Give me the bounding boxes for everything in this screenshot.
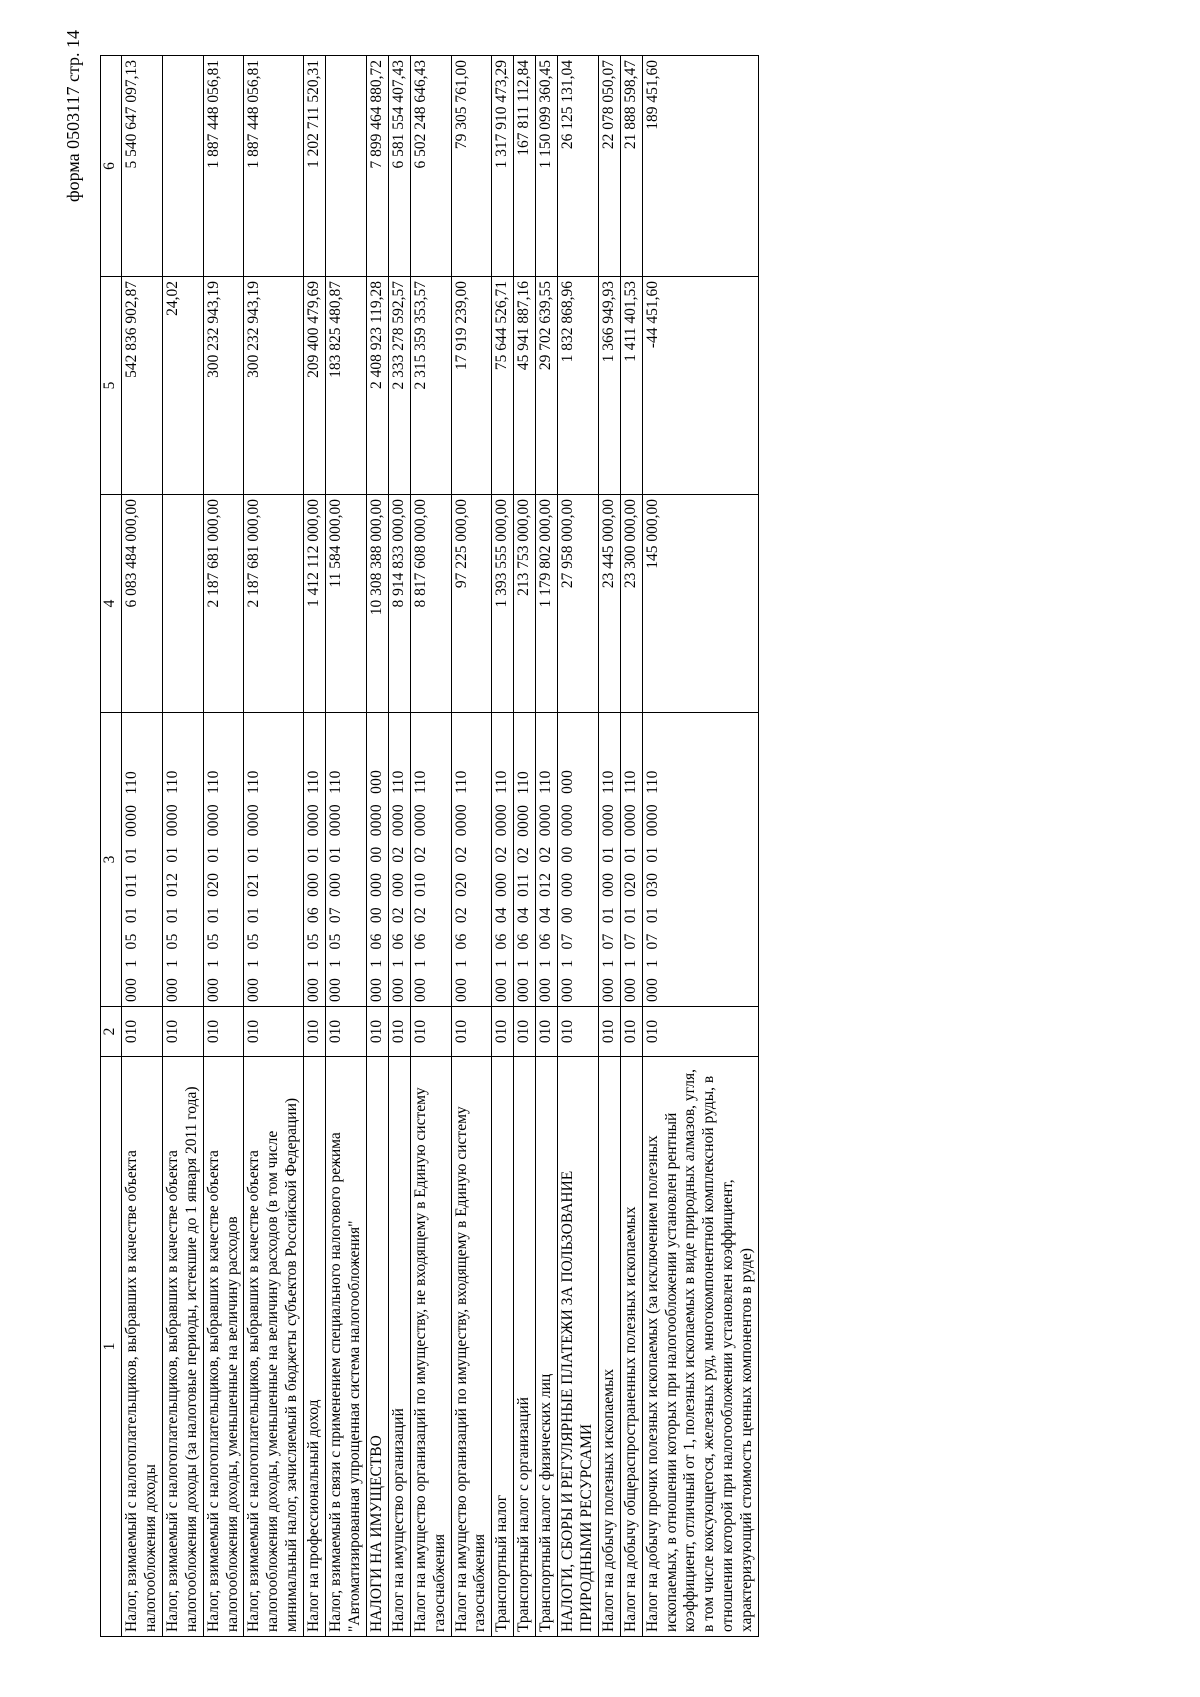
column-header: 1 <box>101 1057 122 1637</box>
row-executed-cell: 1 411 401,53 <box>620 277 642 495</box>
row-approved-cell: 8 817 608 000,00 <box>410 495 451 713</box>
row-name-cell: Налог, взимаемый с налогоплательщиков, выбравших в качестве объекта налогообложения доходы, уменьшенные на величину расходов (в том числе минимальный налог, зачисляемый в бюджеты субъектов Российской Федерации) <box>244 1057 304 1637</box>
row-income-code-cell: 000 1 05 01 020 01 0000 110 <box>203 713 244 1007</box>
row-unexecuted-cell: 7 899 464 880,72 <box>366 56 388 277</box>
row-unexecuted-cell: 1 150 099 360,45 <box>536 56 558 277</box>
row-name-cell: Транспортный налог <box>492 1057 514 1637</box>
row-unexecuted-cell: 1 317 910 473,29 <box>492 56 514 277</box>
column-header: 3 <box>101 713 122 1007</box>
row-line-code-cell: 010 <box>162 1007 203 1057</box>
row-name-cell: Налог, взимаемый в связи с применением специального налогового режима "Автоматизированная упрощенная система налогообложения" <box>326 1057 367 1637</box>
row-name-cell: Налог, взимаемый с налогоплательщиков, выбравших в качестве объекта налогообложения доходы <box>122 1057 163 1637</box>
column-header: 6 <box>101 56 122 277</box>
row-approved-cell <box>162 495 203 713</box>
row-line-code-cell: 010 <box>514 1007 536 1057</box>
row-name-cell: Налог на добычу общераспространенных полезных ископаемых <box>620 1057 642 1637</box>
table-header <box>101 56 122 1637</box>
row-approved-cell: 1 393 555 000,00 <box>492 495 514 713</box>
row-line-code-cell: 010 <box>388 1007 410 1057</box>
row-income-code-cell: 000 1 06 00 000 00 0000 000 <box>366 713 388 1007</box>
form-label: форма 0503117 стр. 14 <box>63 29 83 202</box>
table-row <box>304 56 326 1637</box>
row-line-code-cell: 010 <box>366 1007 388 1057</box>
table-row <box>326 56 367 1637</box>
row-approved-cell: 1 412 112 000,00 <box>304 495 326 713</box>
row-name-cell: Налог на добычу прочих полезных ископаемых (за исключением полезных ископаемых, в отношении которых при налогообложении установлен рентный коэффициент, отличный от 1, полезных ископаемых в виде природных алмазов, угля, в том числе коксующегося, железных руд, многокомпонентной комплексной руды, в отношении которой при налогообложении установлен коэффициент, характеризующий стоимость ценных компонентов в руде) <box>642 1057 758 1637</box>
row-executed-cell: 1 832 868,96 <box>558 277 599 495</box>
row-executed-cell: 24,02 <box>162 277 203 495</box>
row-income-code-cell: 000 1 06 02 020 02 0000 110 <box>451 713 492 1007</box>
row-name-cell: Налог на имущество организаций по имуществу, не входящему в Единую систему газоснабжения <box>410 1057 451 1637</box>
row-line-code-cell: 010 <box>451 1007 492 1057</box>
row-approved-cell: 27 958 000,00 <box>558 495 599 713</box>
row-executed-cell: 2 408 923 119,28 <box>366 277 388 495</box>
column-header: 4 <box>101 495 122 713</box>
row-executed-cell: 542 836 902,87 <box>122 277 163 495</box>
row-line-code-cell: 010 <box>492 1007 514 1057</box>
row-executed-cell: 29 702 639,55 <box>536 277 558 495</box>
row-name-cell: Налог, взимаемый с налогоплательщиков, выбравших в качестве объекта налогообложения доходы, уменьшенные на величину расходов <box>203 1057 244 1637</box>
row-unexecuted-cell <box>162 56 203 277</box>
row-executed-cell: 75 644 526,71 <box>492 277 514 495</box>
row-approved-cell: 10 308 388 000,00 <box>366 495 388 713</box>
row-line-code-cell: 010 <box>326 1007 367 1057</box>
row-name-cell: Налог на имущество организаций по имуществу, входящему в Единую систему газоснабжения <box>451 1057 492 1637</box>
row-executed-cell: 2 315 359 353,57 <box>410 277 451 495</box>
row-unexecuted-cell <box>326 56 367 277</box>
row-executed-cell: -44 451,60 <box>642 277 758 495</box>
row-approved-cell: 8 914 833 000,00 <box>388 495 410 713</box>
row-unexecuted-cell: 21 888 598,47 <box>620 56 642 277</box>
row-executed-cell: 209 400 479,69 <box>304 277 326 495</box>
table-row <box>598 56 620 1637</box>
row-name-cell: Налог, взимаемый с налогоплательщиков, выбравших в качестве объекта налогообложения доходы (за налоговые периоды, истекшие до 1 января 2011 года) <box>162 1057 203 1637</box>
row-approved-cell: 6 083 484 000,00 <box>122 495 163 713</box>
row-unexecuted-cell: 6 502 248 646,43 <box>410 56 451 277</box>
table-row <box>492 56 514 1637</box>
row-income-code-cell: 000 1 07 01 000 01 0000 110 <box>598 713 620 1007</box>
row-line-code-cell: 010 <box>244 1007 304 1057</box>
row-income-code-cell: 000 1 07 01 020 01 0000 110 <box>620 713 642 1007</box>
table-row <box>451 56 492 1637</box>
row-executed-cell: 300 232 943,19 <box>244 277 304 495</box>
table-row <box>388 56 410 1637</box>
row-name-cell: Налог на добычу полезных ископаемых <box>598 1057 620 1637</box>
row-approved-cell: 2 187 681 000,00 <box>244 495 304 713</box>
row-executed-cell: 300 232 943,19 <box>203 277 244 495</box>
row-executed-cell: 1 366 949,93 <box>598 277 620 495</box>
row-line-code-cell: 010 <box>536 1007 558 1057</box>
table-row <box>410 56 451 1637</box>
row-income-code-cell: 000 1 06 02 010 02 0000 110 <box>410 713 451 1007</box>
table-row <box>162 56 203 1637</box>
row-income-code-cell: 000 1 05 07 000 01 0000 110 <box>326 713 367 1007</box>
column-header: 2 <box>101 1007 122 1057</box>
row-income-code-cell: 000 1 07 00 000 00 0000 000 <box>558 713 599 1007</box>
row-income-code-cell: 000 1 05 01 012 01 0000 110 <box>162 713 203 1007</box>
row-line-code-cell: 010 <box>558 1007 599 1057</box>
table-body <box>122 56 759 1637</box>
column-header: 5 <box>101 277 122 495</box>
row-approved-cell: 213 753 000,00 <box>514 495 536 713</box>
row-line-code-cell: 010 <box>642 1007 758 1057</box>
row-unexecuted-cell: 22 078 050,07 <box>598 56 620 277</box>
row-approved-cell: 11 584 000,00 <box>326 495 367 713</box>
row-name-cell: Транспортный налог с организаций <box>514 1057 536 1637</box>
row-executed-cell: 45 941 887,16 <box>514 277 536 495</box>
row-unexecuted-cell: 5 540 647 097,13 <box>122 56 163 277</box>
row-income-code-cell: 000 1 06 04 011 02 0000 110 <box>514 713 536 1007</box>
row-line-code-cell: 010 <box>122 1007 163 1057</box>
row-unexecuted-cell: 26 125 131,04 <box>558 56 599 277</box>
table-row <box>203 56 244 1637</box>
report-table <box>100 55 759 1637</box>
table-row <box>244 56 304 1637</box>
row-line-code-cell: 010 <box>203 1007 244 1057</box>
row-unexecuted-cell: 1 887 448 056,81 <box>203 56 244 277</box>
table-row <box>536 56 558 1637</box>
row-unexecuted-cell: 1 202 711 520,31 <box>304 56 326 277</box>
row-line-code-cell: 010 <box>410 1007 451 1057</box>
row-approved-cell: 97 225 000,00 <box>451 495 492 713</box>
row-line-code-cell: 010 <box>598 1007 620 1057</box>
row-income-code-cell: 000 1 05 01 011 01 0000 110 <box>122 713 163 1007</box>
table-row <box>366 56 388 1637</box>
row-income-code-cell: 000 1 06 04 000 02 0000 110 <box>492 713 514 1007</box>
row-line-code-cell: 010 <box>304 1007 326 1057</box>
table-row <box>514 56 536 1637</box>
table-row <box>642 56 758 1637</box>
row-line-code-cell: 010 <box>620 1007 642 1057</box>
row-approved-cell: 23 445 000,00 <box>598 495 620 713</box>
row-income-code-cell: 000 1 07 01 030 01 0000 110 <box>642 713 758 1007</box>
row-name-cell: Транспортный налог с физических лиц <box>536 1057 558 1637</box>
row-unexecuted-cell: 79 305 761,00 <box>451 56 492 277</box>
row-executed-cell: 2 333 278 592,57 <box>388 277 410 495</box>
row-unexecuted-cell: 167 811 112,84 <box>514 56 536 277</box>
row-executed-cell: 183 825 480,87 <box>326 277 367 495</box>
row-income-code-cell: 000 1 05 01 021 01 0000 110 <box>244 713 304 1007</box>
table-row <box>558 56 599 1637</box>
column-number-row <box>101 56 122 1637</box>
table-row <box>620 56 642 1637</box>
row-approved-cell: 2 187 681 000,00 <box>203 495 244 713</box>
row-income-code-cell: 000 1 06 04 012 02 0000 110 <box>536 713 558 1007</box>
row-executed-cell: 17 919 239,00 <box>451 277 492 495</box>
row-name-cell: Налог на имущество организаций <box>388 1057 410 1637</box>
row-income-code-cell: 000 1 05 06 000 01 0000 110 <box>304 713 326 1007</box>
table-row <box>122 56 163 1637</box>
row-unexecuted-cell: 189 451,60 <box>642 56 758 277</box>
row-name-cell: Налог на профессиональный доход <box>304 1057 326 1637</box>
row-unexecuted-cell: 6 581 554 407,43 <box>388 56 410 277</box>
row-unexecuted-cell: 1 887 448 056,81 <box>244 56 304 277</box>
row-approved-cell: 1 179 802 000,00 <box>536 495 558 713</box>
row-approved-cell: 145 000,00 <box>642 495 758 713</box>
row-income-code-cell: 000 1 06 02 000 02 0000 110 <box>388 713 410 1007</box>
row-name-cell: НАЛОГИ НА ИМУЩЕСТВО <box>366 1057 388 1637</box>
row-approved-cell: 23 300 000,00 <box>620 495 642 713</box>
row-name-cell: НАЛОГИ, СБОРЫ И РЕГУЛЯРНЫЕ ПЛАТЕЖИ ЗА ПОЛЬЗОВАНИЕ ПРИРОДНЫМИ РЕСУРСАМИ <box>558 1057 599 1637</box>
